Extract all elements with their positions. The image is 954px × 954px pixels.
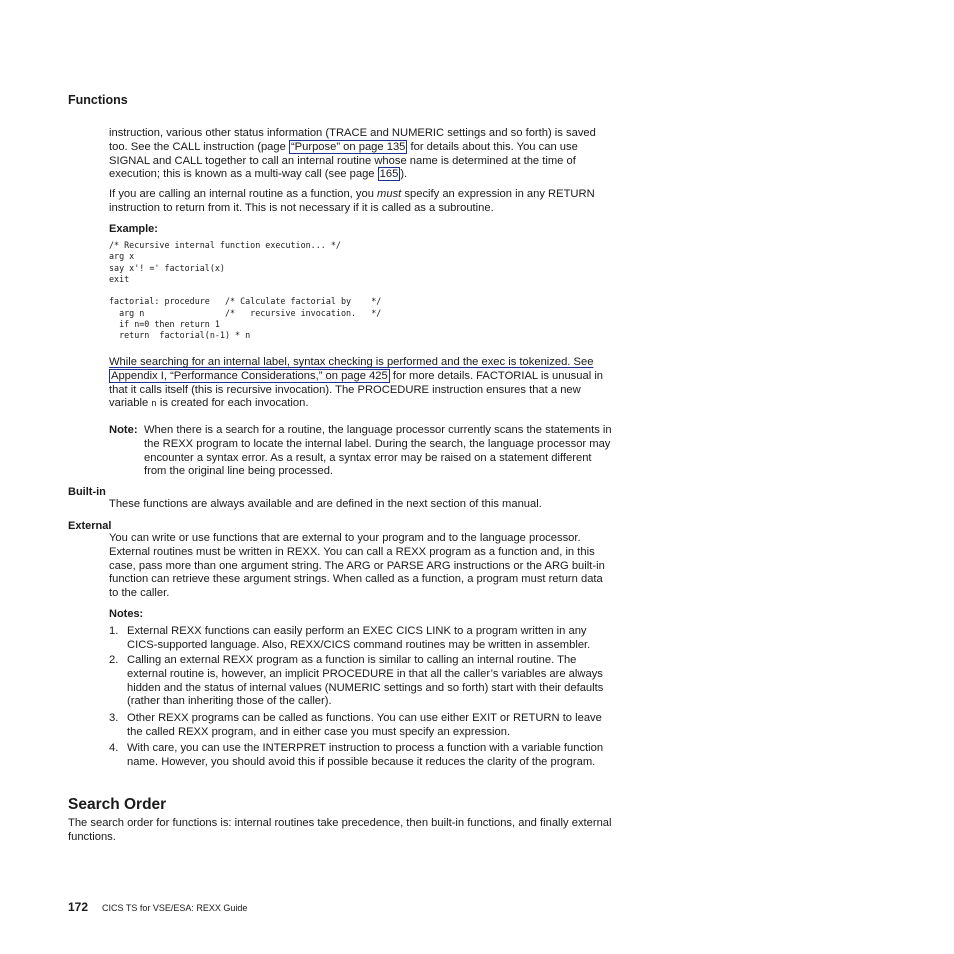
variable-n: n (151, 399, 157, 410)
builtin-definition: These functions are always available and are defined in the next section of this manual. (109, 498, 542, 510)
link-page-165[interactable]: 165 (379, 168, 399, 181)
note-item-number: 4. (109, 742, 119, 754)
link-appendix-i[interactable]: Appendix I, “Performance Considerations,” on page 425 (111, 369, 388, 382)
running-header: Functions (68, 93, 128, 107)
external-term: External (68, 520, 112, 532)
note-item: Other REXX programs can be called as functions. You can use either EXIT or RETURN to leave the called REXX program, and in either case you must specify an expression. (127, 712, 602, 738)
note-item-number: 1. (109, 625, 119, 637)
note-item-number: 3. (109, 712, 119, 724)
note-label: Note: (109, 424, 138, 436)
footer-title: CICS TS for VSE/ESA: REXX Guide (102, 903, 248, 913)
example-label: Example: (109, 223, 158, 235)
intro-paragraph-2: If you are calling an internal routine as a function, you must specify an expression in any RETURN instruction to return from it. This is not necessary if it is called as a subroutine. (109, 188, 595, 214)
intro-paragraph-1: instruction, various other status information (TRACE and NUMERIC settings and so forth) is saved too. See the CALL instruction (page “Purpose” on page 135 for details about this. You can use SIGNAL and CALL together to call an internal routine whose name is determined at the time of execution; this is known as a multi-way call (see page 165 ). (109, 127, 596, 181)
notes-label: Notes: (109, 608, 144, 620)
note-text: When there is a search for a routine, the language processor currently scans the statements in the REXX program to locate the internal label. During the search, the language processor may encounter a syntax error. As a result, a syntax error may be raised on a statement different from the original line being processed. (144, 424, 612, 478)
builtin-term: Built-in (68, 486, 106, 498)
must-emphasis: must (377, 188, 402, 200)
note-item: With care, you can use the INTERPRET instruction to process a function with a variable function name. However, you should avoid this if possible because it reduces the clarity of the program. (127, 742, 604, 768)
note-item: Calling an external REXX program as a function is similar to calling an internal routine. The external routine is, however, an implicit PROCEDURE in that all the caller’s variables are always hidden and the status of internal values (NUMERIC settings and so forth) start with their defaults (rather than inheriting those of the caller). (127, 654, 604, 708)
link-purpose[interactable]: “Purpose” on page 135 (290, 140, 406, 153)
search-order-text: The search order for functions is: internal routines take precedence, then built-in functions, and finally external functions. (68, 817, 612, 843)
example-code-block: /* Recursive internal function execution... */ arg x say x'! =' factorial(x) exit factorial: procedure /* Calculate factorial by */ arg n /* recursive invocation. */ if n=0 then return 1 return factorial(n-1) * n (109, 240, 382, 341)
external-definition: You can write or use functions that are external to your program and to the language processor. External routines must be written in REXX. You can call a REXX program as a function and, in this case, pass more than one argument string. The ARG or PARSE ARG instructions or the ARG built-in function can retrieve these argument strings. When called as a function, a program must return data to the caller. (109, 532, 605, 600)
after-example-paragraph: While searching for an internal label, syntax checking is performed and the exec is tokenized. See Appendix I, “Performance Considerations,” on page 425 for more details. FACTORIAL is unusual in that it calls itself (this is recursive invocation). The PROCEDURE instruction ensures that a new variable n is created for each invocation. (109, 356, 604, 410)
page-number: 172 (68, 900, 89, 914)
note-item-number: 2. (109, 654, 119, 666)
search-order-heading: Search Order (68, 796, 167, 813)
note-item: External REXX functions can easily perform an EXEC CICS LINK to a program written in any CICS-supported language. Also, REXX/CICS command routines may be written in assembler. (127, 625, 591, 651)
